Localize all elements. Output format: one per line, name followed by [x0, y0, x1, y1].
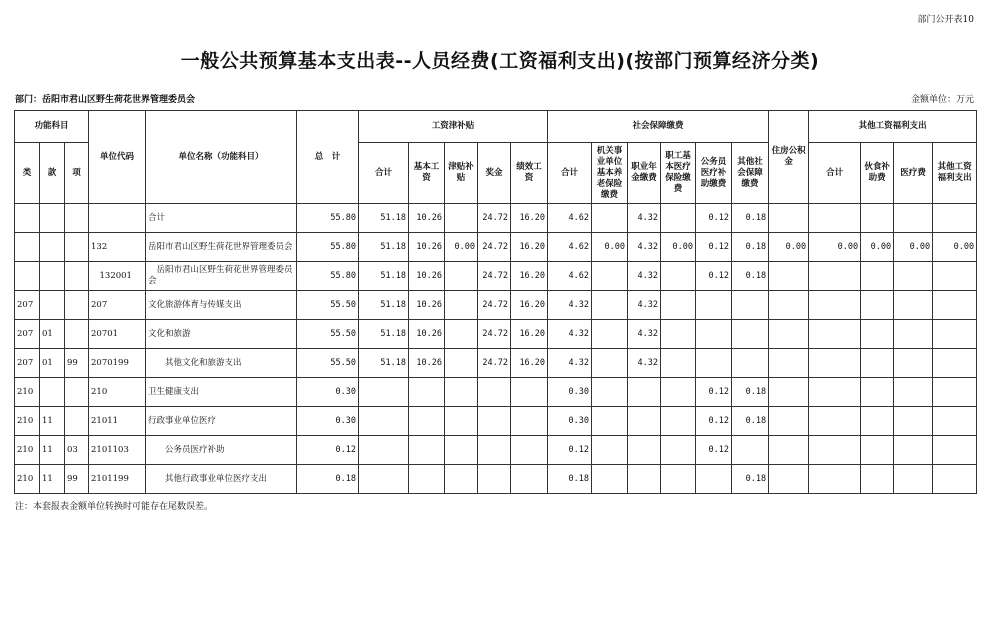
cell-value: [894, 436, 933, 465]
cell-value: 0.18: [548, 465, 592, 494]
cell-unit-code: 2070199: [89, 349, 146, 378]
cell-value: [933, 436, 977, 465]
cell-value: 24.72: [478, 262, 511, 291]
cell-value: [445, 291, 478, 320]
cell-value: 4.32: [628, 320, 661, 349]
cell-value: [592, 291, 628, 320]
cell-value: [661, 291, 696, 320]
cell-value: [628, 436, 661, 465]
cell-kuan: 01: [40, 349, 65, 378]
cell-value: [809, 407, 861, 436]
cell-value: [511, 465, 548, 494]
department-label: 部门：岳阳市君山区野生荷花世界管理委员会: [15, 95, 196, 105]
cell-value: [732, 349, 769, 378]
table-row: [15, 407, 977, 436]
cell-unit-name: 卫生健康支出: [146, 378, 297, 407]
cell-value: [445, 436, 478, 465]
cell-value: [769, 407, 809, 436]
cell-value: [511, 407, 548, 436]
cell-kuan: 11: [40, 465, 65, 494]
header-sub-col: 伙食补助费: [861, 143, 894, 204]
cell-value: [445, 204, 478, 233]
cell-value: 0.18: [732, 204, 769, 233]
cell-value: 4.32: [628, 291, 661, 320]
cell-lei: 207: [15, 349, 40, 378]
cell-value: 16.20: [511, 291, 548, 320]
cell-value: [894, 291, 933, 320]
cell-total: 0.30: [297, 407, 359, 436]
cell-value: [894, 465, 933, 494]
cell-value: 16.20: [511, 320, 548, 349]
cell-value: 0.00: [769, 233, 809, 262]
header-lei: 类: [15, 143, 40, 204]
cell-value: [933, 291, 977, 320]
cell-unit-name: 合计: [146, 204, 297, 233]
cell-unit-name: 其他文化和旅游支出: [146, 349, 297, 378]
cell-value: 51.18: [359, 233, 409, 262]
cell-value: [933, 320, 977, 349]
cell-value: [511, 378, 548, 407]
cell-value: [696, 465, 732, 494]
cell-value: [769, 320, 809, 349]
cell-value: 0.12: [548, 436, 592, 465]
cell-total: 55.50: [297, 320, 359, 349]
cell-value: [933, 378, 977, 407]
cell-value: 0.18: [732, 407, 769, 436]
cell-kuan: [40, 291, 65, 320]
cell-value: 16.20: [511, 262, 548, 291]
cell-value: [894, 349, 933, 378]
cell-value: [661, 378, 696, 407]
cell-value: 0.12: [696, 378, 732, 407]
cell-unit-code: 132001: [89, 262, 146, 291]
cell-unit-code: 132: [89, 233, 146, 262]
cell-value: [894, 262, 933, 291]
header-other-group: 其他工资福利支出: [809, 111, 977, 143]
page-title: 一般公共预算基本支出表--人员经费(工资福利支出)(按部门预算经济分类): [180, 50, 820, 72]
cell-value: [933, 465, 977, 494]
cell-value: 0.18: [732, 262, 769, 291]
cell-value: 4.32: [548, 320, 592, 349]
cell-value: [445, 262, 478, 291]
cell-unit-name: 其他行政事业单位医疗支出: [146, 465, 297, 494]
expenditure-table: [14, 110, 977, 494]
cell-value: 0.12: [696, 262, 732, 291]
cell-value: [359, 436, 409, 465]
cell-unit-name: 公务员医疗补助: [146, 436, 297, 465]
cell-value: 0.00: [861, 233, 894, 262]
cell-total: 55.80: [297, 204, 359, 233]
cell-xiang: [65, 233, 89, 262]
cell-value: 24.72: [478, 291, 511, 320]
header-sub-col: 公务员医疗补助缴费: [696, 143, 732, 204]
cell-value: [809, 436, 861, 465]
cell-unit-name: 文化旅游体育与传媒支出: [146, 291, 297, 320]
table-row: [15, 262, 977, 291]
cell-total: 55.50: [297, 349, 359, 378]
header-sub-col: 奖金: [478, 143, 511, 204]
cell-total: 55.80: [297, 262, 359, 291]
cell-value: 4.32: [628, 262, 661, 291]
cell-value: [445, 320, 478, 349]
header-social-group: 社会保障缴费: [548, 111, 769, 143]
cell-value: [628, 465, 661, 494]
header-sub-col: 合计: [548, 143, 592, 204]
cell-value: 0.18: [732, 465, 769, 494]
cell-value: [661, 204, 696, 233]
cell-kuan: [40, 262, 65, 291]
header-sub-col: 合计: [359, 143, 409, 204]
cell-lei: 210: [15, 436, 40, 465]
cell-value: [696, 349, 732, 378]
header-kuan: 款: [40, 143, 65, 204]
table-row: [15, 378, 977, 407]
cell-value: [409, 436, 445, 465]
cell-value: 0.30: [548, 407, 592, 436]
cell-unit-code: 21011: [89, 407, 146, 436]
header-sub-col: 职工基本医疗保险缴费: [661, 143, 696, 204]
cell-value: 51.18: [359, 204, 409, 233]
cell-value: [592, 407, 628, 436]
cell-value: 0.00: [592, 233, 628, 262]
cell-value: [628, 378, 661, 407]
cell-xiang: 99: [65, 349, 89, 378]
cell-value: [769, 349, 809, 378]
cell-value: [894, 204, 933, 233]
cell-unit-code: 2101199: [89, 465, 146, 494]
cell-value: [894, 320, 933, 349]
cell-value: 4.62: [548, 233, 592, 262]
cell-value: [809, 320, 861, 349]
cell-value: [628, 407, 661, 436]
report-number-label: 部门公开表10: [917, 15, 974, 25]
cell-unit-name: 岳阳市君山区野生荷花世界管理委员会: [146, 262, 297, 291]
cell-value: [409, 407, 445, 436]
cell-value: 0.00: [445, 233, 478, 262]
cell-value: 24.72: [478, 233, 511, 262]
cell-value: [661, 436, 696, 465]
cell-value: [359, 378, 409, 407]
cell-value: 4.62: [548, 262, 592, 291]
cell-unit-code: 2101103: [89, 436, 146, 465]
cell-value: [809, 465, 861, 494]
cell-value: 0.00: [933, 233, 977, 262]
cell-value: 51.18: [359, 349, 409, 378]
cell-unit-code: [89, 204, 146, 233]
cell-lei: 210: [15, 378, 40, 407]
cell-unit-name: 文化和旅游: [146, 320, 297, 349]
cell-value: [861, 291, 894, 320]
cell-value: 0.12: [696, 436, 732, 465]
amount-unit-label: 金额单位：万元: [910, 95, 974, 105]
cell-value: [359, 407, 409, 436]
header-sub-col: 合计: [809, 143, 861, 204]
cell-lei: [15, 262, 40, 291]
cell-value: [478, 407, 511, 436]
cell-value: [861, 465, 894, 494]
cell-value: [661, 407, 696, 436]
table-row: [15, 436, 977, 465]
cell-value: 16.20: [511, 233, 548, 262]
cell-value: [592, 436, 628, 465]
cell-xiang: [65, 204, 89, 233]
cell-value: 24.72: [478, 349, 511, 378]
cell-lei: 210: [15, 465, 40, 494]
cell-value: 0.18: [732, 378, 769, 407]
cell-value: 4.32: [628, 233, 661, 262]
header-sub-col: 其他工资福利支出: [933, 143, 977, 204]
cell-value: [661, 465, 696, 494]
cell-value: 4.32: [548, 349, 592, 378]
cell-value: 0.00: [809, 233, 861, 262]
cell-kuan: [40, 378, 65, 407]
cell-lei: 207: [15, 320, 40, 349]
cell-value: 16.20: [511, 204, 548, 233]
header-housing: 住房公积金: [769, 111, 809, 204]
header-unit-code: 单位代码: [89, 111, 146, 204]
cell-value: 51.18: [359, 320, 409, 349]
cell-value: 0.12: [696, 204, 732, 233]
cell-value: 10.26: [409, 291, 445, 320]
cell-xiang: [65, 291, 89, 320]
cell-lei: 207: [15, 291, 40, 320]
table-row: [15, 320, 977, 349]
cell-value: 0.12: [696, 407, 732, 436]
header-func: 功能科目: [15, 111, 89, 143]
header-salary-group: 工资津补贴: [359, 111, 548, 143]
cell-value: [769, 204, 809, 233]
table-row: [15, 465, 977, 494]
cell-value: 10.26: [409, 349, 445, 378]
header-sub-col: 津贴补贴: [445, 143, 478, 204]
cell-unit-code: 210: [89, 378, 146, 407]
cell-value: [769, 262, 809, 291]
cell-value: [511, 436, 548, 465]
cell-value: 24.72: [478, 320, 511, 349]
cell-xiang: [65, 378, 89, 407]
cell-value: [592, 378, 628, 407]
cell-value: [861, 378, 894, 407]
cell-value: [409, 465, 445, 494]
cell-value: [809, 262, 861, 291]
cell-lei: [15, 204, 40, 233]
cell-value: [933, 407, 977, 436]
cell-value: 10.26: [409, 262, 445, 291]
cell-value: [592, 320, 628, 349]
cell-value: [894, 407, 933, 436]
cell-value: 10.26: [409, 204, 445, 233]
cell-value: [809, 349, 861, 378]
cell-total: 0.18: [297, 465, 359, 494]
cell-value: [809, 291, 861, 320]
cell-xiang: 03: [65, 436, 89, 465]
cell-value: 10.26: [409, 233, 445, 262]
cell-value: 10.26: [409, 320, 445, 349]
cell-value: [445, 407, 478, 436]
cell-value: [592, 465, 628, 494]
cell-value: [661, 320, 696, 349]
table-row: [15, 291, 977, 320]
cell-unit-code: 20701: [89, 320, 146, 349]
cell-total: 0.12: [297, 436, 359, 465]
cell-value: [696, 291, 732, 320]
cell-value: [592, 349, 628, 378]
header-sub-col: 绩效工资: [511, 143, 548, 204]
header-total: 总 计: [297, 111, 359, 204]
cell-value: [809, 204, 861, 233]
table-row: [15, 204, 977, 233]
cell-value: [732, 320, 769, 349]
header-sub-col: 职业年金缴费: [628, 143, 661, 204]
cell-value: 0.00: [661, 233, 696, 262]
cell-value: [661, 349, 696, 378]
table-row: [15, 233, 977, 262]
cell-value: [696, 320, 732, 349]
cell-kuan: 11: [40, 436, 65, 465]
cell-value: [732, 436, 769, 465]
cell-value: 51.18: [359, 291, 409, 320]
cell-value: [769, 436, 809, 465]
cell-value: [732, 291, 769, 320]
cell-value: [769, 291, 809, 320]
header-unit-name: 单位名称（功能科目）: [146, 111, 297, 204]
cell-value: [445, 378, 478, 407]
cell-value: [359, 465, 409, 494]
cell-value: [769, 378, 809, 407]
cell-unit-name: 行政事业单位医疗: [146, 407, 297, 436]
header-sub-col: 基本工资: [409, 143, 445, 204]
cell-kuan: 01: [40, 320, 65, 349]
cell-value: 0.12: [696, 233, 732, 262]
cell-value: [861, 436, 894, 465]
cell-value: [478, 436, 511, 465]
header-sub-col: 医疗费: [894, 143, 933, 204]
header-xiang: 项: [65, 143, 89, 204]
cell-value: [661, 262, 696, 291]
header-sub-col: 其他社会保障缴费: [732, 143, 769, 204]
cell-value: [809, 378, 861, 407]
cell-total: 55.80: [297, 233, 359, 262]
cell-value: [592, 204, 628, 233]
cell-value: 0.18: [732, 233, 769, 262]
cell-total: 0.30: [297, 378, 359, 407]
cell-value: 0.30: [548, 378, 592, 407]
cell-value: [861, 349, 894, 378]
cell-lei: [15, 233, 40, 262]
cell-value: [861, 320, 894, 349]
cell-value: [478, 378, 511, 407]
cell-value: [478, 465, 511, 494]
cell-kuan: [40, 204, 65, 233]
cell-xiang: [65, 262, 89, 291]
cell-xiang: [65, 320, 89, 349]
cell-value: 24.72: [478, 204, 511, 233]
table-row: [15, 349, 977, 378]
cell-value: 16.20: [511, 349, 548, 378]
cell-value: [445, 349, 478, 378]
cell-value: 4.32: [628, 204, 661, 233]
cell-value: [445, 465, 478, 494]
cell-value: 4.32: [628, 349, 661, 378]
cell-value: [769, 465, 809, 494]
cell-xiang: 99: [65, 465, 89, 494]
cell-value: [861, 407, 894, 436]
cell-value: 4.32: [548, 291, 592, 320]
cell-value: [592, 262, 628, 291]
cell-unit-code: 207: [89, 291, 146, 320]
cell-lei: 210: [15, 407, 40, 436]
cell-total: 55.50: [297, 291, 359, 320]
cell-value: 4.62: [548, 204, 592, 233]
cell-value: [861, 262, 894, 291]
cell-value: [894, 378, 933, 407]
cell-value: [933, 204, 977, 233]
cell-kuan: [40, 233, 65, 262]
cell-value: [861, 204, 894, 233]
cell-value: [409, 378, 445, 407]
cell-value: 0.00: [894, 233, 933, 262]
cell-value: [933, 262, 977, 291]
header-sub-col: 机关事业单位基本养老保险缴费: [592, 143, 628, 204]
cell-kuan: 11: [40, 407, 65, 436]
cell-value: [933, 349, 977, 378]
cell-value: 51.18: [359, 262, 409, 291]
cell-xiang: [65, 407, 89, 436]
footnote: 注：本套报表金额单位转换时可能存在尾数误差。: [15, 502, 214, 512]
cell-unit-name: 岳阳市君山区野生荷花世界管理委员会: [146, 233, 297, 262]
